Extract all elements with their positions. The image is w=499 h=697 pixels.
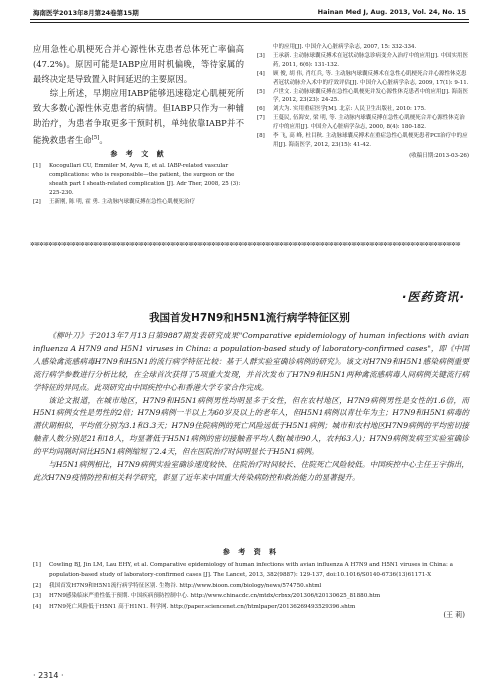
left-column	[33, 42, 244, 207]
reference-item: [3] 王承新. 主动脉球囊反搏术在冠状动脉急诊病变介入治疗中的应用[J]. 中国实用医药, 2011, 6(6): 131-132.	[257, 52, 468, 68]
article-paragraph-1: 《柳叶刀》于2013年7月13日第9887期发表研究成果"Comparative epidemiology of human infections with avian influenza A H7N9 and H5N1 viruses in China: a population-based study of laboratory-confirmed cases"，即《中国人感染禽流感病毒H7N9和H5N1的流行病学特征比较：基于人群实验室确诊病例的研究》。该文对H7N9和H5N1感染病例重要流行病学参数进行分析比较，在全球首次获得了5项重大发现，并首次发布了H7N9和H5N1两种禽流感病毒人间病例关键流行病学特征的异同点。此项研究由中国疾控中心和香港大学专家合作完成。	[33, 331, 469, 392]
reference-item: [4] H7N9死亡风险低于H5N1 高于H1N1. 科学网. http://paper.sciencenet.cn//htmlpaper/20136269493529396.shtm	[33, 603, 356, 610]
left-paragraph-2-text: 综上所述，早期应用IABP能够迅速稳定心肌梗死所致大多数心源性休克患者的病情。但IABP只作为一种辅助治疗，为患者争取更多干预时机，单纯依靠IABP并不能挽救患者生命	[33, 88, 244, 145]
reference-item: 中的应用[J]. 中国介入心脏病学杂志, 2007, 15: 332-334.	[273, 44, 417, 50]
reference-item: [1] Cowling BJ, Jin LM, Lau EHY, et al. Comparative epidemiology of human infections with avian influenza A H7N9 and H5N1 viruses in China: a population-based study of laboratory-confirmed cases [J]. The Lancet, 2013, 382(9887): 129-137, doi:10.1016/S0140-6736(13)61171-X	[33, 562, 453, 579]
citation-superscript: [5]	[91, 134, 100, 141]
left-paragraph-2-end: 。	[99, 134, 108, 145]
reference-item: [6] 刘大为. 实用重症医学[M]. 北京: 人民卫生出版社, 2010: 175.	[257, 106, 426, 113]
page-number: · 2314 ·	[33, 671, 64, 680]
references-list-left	[33, 162, 244, 207]
article-references-list	[33, 560, 469, 612]
reference-item: [2] 王新刚, 陈 明, 霍 勇. 主动脉内球囊反搏在急性心肌梗死治疗	[33, 199, 195, 205]
section-tag: ·医药资讯·	[401, 290, 465, 304]
references-title: 参 考 文 献	[110, 150, 167, 159]
reference-item: [2] 我国首发H7N9和H5N1流行病学特征区别. 生物谷. http://www.bioon.com/biology/news/574750.shtml	[33, 582, 322, 589]
reference-item: [1] Kocogullari CU, Emmiler M, Ayva E, et al. IABP-related vascular complications: who is responsible—the patient, the surgeon or the sheath part I sheath-related complication [J]. Adr Ther, 2008, 25 (3): 225-230.	[33, 163, 241, 197]
reference-item: [4] 顾 俊, 胡 伟, 肖红兵, 等. 主动脉内球囊反搏术在急性心肌梗死合并心源性休克患者冠状动脉介入术中的疗效评估[J]. 中国介入心脏病学杂志, 2009, 17(1): 9-11.	[257, 70, 469, 86]
reference-item: [5] 卢世文. 主动脉球囊反搏在急性心肌梗死并发心源性休克患者中的应用[J]. 海南医学, 2012, 23(23): 24-25.	[257, 88, 468, 104]
article-body	[33, 330, 469, 485]
reference-item: [3] H7N9感染临床严重性低于预期. 中国疾病预防控制中心. http://www.chinacdc.cn/mtdx/crbxx/201306/t20130625_81880.htm	[33, 593, 381, 600]
journal-header-left: 海南医学2013年8月第24卷第15期	[33, 9, 139, 17]
article-paragraph-3: 与H5N1病例相比，H7N9病例实验室确诊速度较快、住院治疗时间较长、住院死亡风险较低。中国疾控中心主任王宇指出，此次H7N9疫情防控和相关科学研究，彰显了近年来中国重大传染病防控和救治能力的显著提升。	[33, 460, 469, 482]
article-author: (王 莉)	[443, 611, 465, 619]
references-list-right	[257, 43, 469, 150]
journal-header-right: Hainan Med J, Aug. 2013, Vol. 24, No. 15	[317, 8, 466, 16]
left-paragraph-1: 应用急性心肌梗死合并心源性休克患者总体死亡率偏高(47.2%)。原因可能是IABP应用时机偏晚，等待家属的最终决定是导致置入时间延迟的主要原因。	[33, 44, 244, 84]
article-references	[33, 545, 469, 612]
article-title: 我国首发H7N9和H5N1流行病学特征区别	[149, 312, 350, 324]
received-date: (收稿日期:2013-03-26)	[409, 152, 469, 159]
header-rule-top	[30, 19, 469, 20]
star-separator: ✲✲✲✲✲✲✲✲✲✲✲✲✲✲✲✲✲✲✲✲✲✲✲✲✲✲✲✲✲✲✲✲✲✲✲✲✲✲✲✲✲✲✲✲✲✲✲✲✲✲✲✲✲✲✲✲✲✲✲✲✲✲✲✲✲✲✲✲✲✲✲✲✲✲✲✲✲✲✲✲✲✲✲✲✲✲✲✲✲✲✲✲✲✲✲	[30, 242, 461, 248]
reference-item: [8] 李 飞, 高 峰, 杜目秋. 主动脉球囊反搏术在重症急性心肌梗死患者PCI治疗中的应用[J]. 海南医学, 2012, 23(15): 41-42.	[257, 133, 468, 148]
left-paragraph-2	[33, 86, 244, 147]
right-column	[257, 43, 469, 159]
article-paragraph-2: 该论文报道，在城市地区，H7N9和H5N1病例男性均明显多于女性，但在农村地区，H7N9病例男性是女性的1.6倍，而H5N1病例女性是男性的2倍；H7N9病例一半以上为60岁及以上的老年人，但H5N1病例以青壮年为主；H7N9和H5N1病毒的潜伏期相似，平均值分别为3.1和3.3天；H7N9住院病例的死亡风险远低于H5N1病例；城市和农村地区H7N9病例的平均密切接触者人数分别是21和18人，均显著低于H5N1病例的密切接触者平均人数(城市90人，农村63人)；H7N9病例发病至实验室确诊的平均间隔时间比H5N1病例缩短了2.4天，但在医院治疗时间明显长于H5N1病例。	[33, 395, 469, 457]
header-rule-bottom	[30, 22, 469, 23]
reference-item: [7] 王蔓民, 伍海安, 梁 明, 等. 主动脉内球囊反搏在急性心肌梗死合并心源性休克治疗中的应用[J]. 中国介入心脏病学杂志, 2000, 8(4): 180-182.	[257, 115, 465, 131]
article-references-title: 参 考 资 料	[222, 548, 280, 556]
